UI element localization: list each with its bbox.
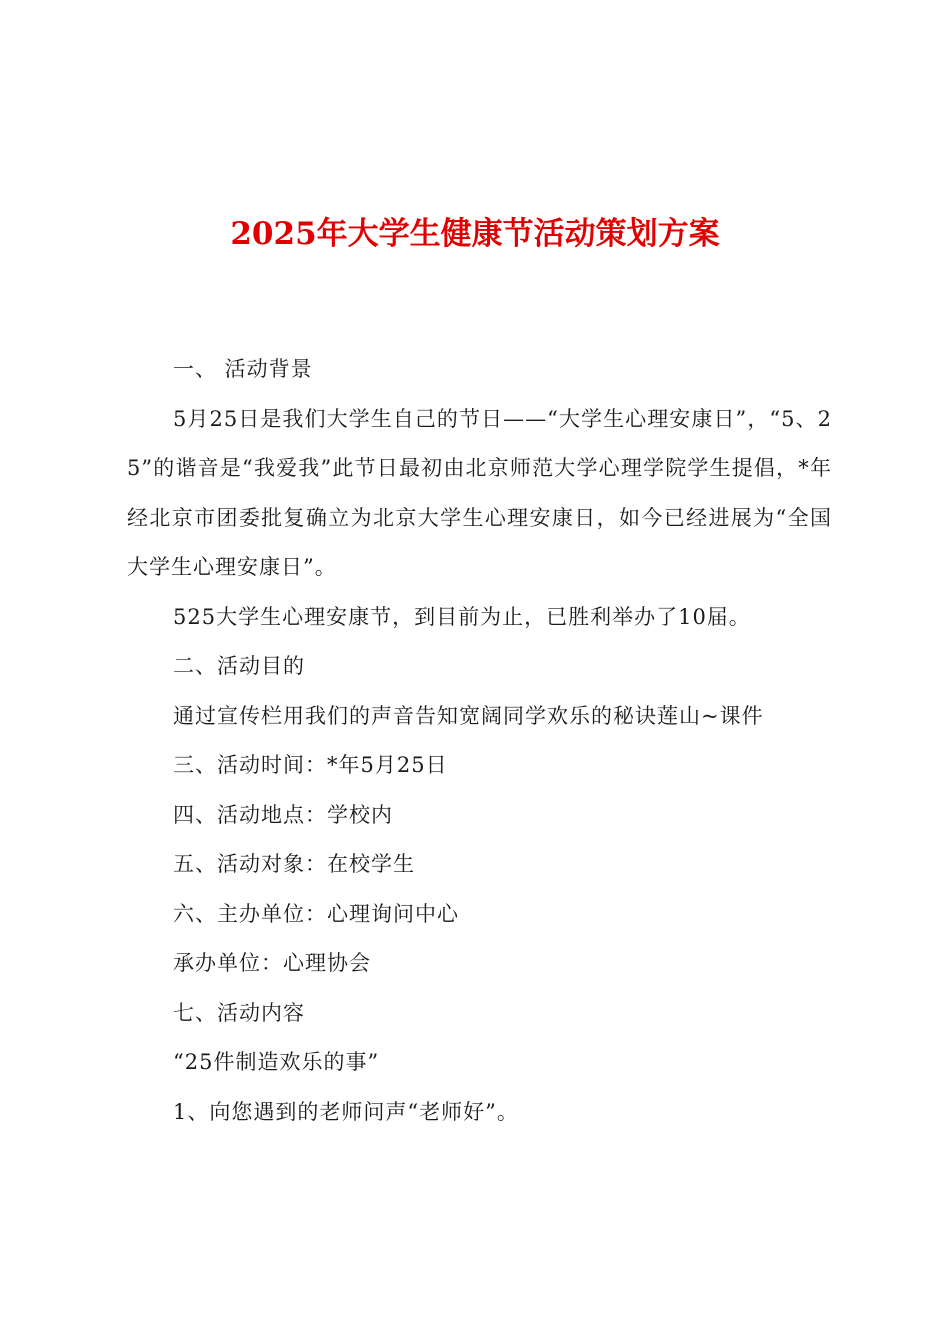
- section-heading-host: 六、主办单位：心理询问中心: [173, 901, 459, 926]
- paragraph-content-title: “25件制造欢乐的事”: [173, 1050, 380, 1074]
- paragraph-background: 5月25日是我们大学生自己的节日——“大学生心理安康日”，“5、25”的谐音是“我爱我”此节日最初由北京师范大学心理学院学生提倡，*年经北京市团委批复确立为北京大学生心理安康日，如今已经进展为“全国大学生心理安康日”。: [127, 406, 832, 579]
- section-heading-purpose: 二、活动目的: [173, 654, 305, 678]
- paragraph-festival-history: 525大学生心理安康节，到目前为止，已胜利举办了10届。: [173, 604, 751, 629]
- section-heading-location: 四、活动地点：学校内: [173, 802, 393, 827]
- list-item-1: 1、向您遇到的老师问声“老师好”。: [173, 1099, 519, 1124]
- document-body: [127, 345, 832, 1137]
- paragraph-purpose: 通过宣传栏用我们的声音告知宽阔同学欢乐的秘诀莲山~课件: [173, 703, 764, 728]
- section-heading-content: 七、活动内容: [173, 1000, 305, 1025]
- document-title: 2025年大学生健康节活动策划方案: [230, 216, 720, 252]
- section-heading-background: 一、 活动背景: [173, 357, 313, 381]
- paragraph-organizer: 承办单位：心理协会: [173, 951, 371, 975]
- section-heading-time: 三、活动时间：*年5月25日: [173, 753, 448, 777]
- section-heading-audience: 五、活动对象：在校学生: [173, 852, 415, 876]
